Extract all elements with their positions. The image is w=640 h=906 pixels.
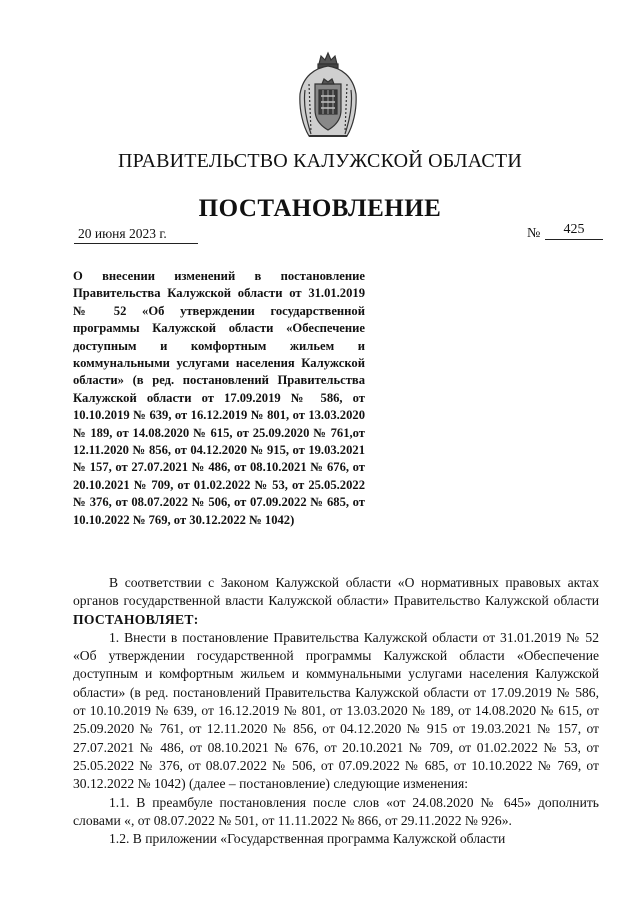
government-name: ПРАВИТЕЛЬСТВО КАЛУЖСКОЙ ОБЛАСТИ [118, 150, 522, 172]
number-label: № [527, 226, 541, 241]
item-1-1-paragraph: 1.1. В преамбуле постановления после слов «от 24.08.2020 № 645» дополнить словами «, от 08.07.2022 № 501, от 11.11.2022 № 866, от 29.11.2022 № 926». [73, 794, 599, 828]
item-1-paragraph: 1. Внести в постановление Правительства Калужской области от 31.01.2019 № 52 «Об утверждении государственной программы Калужской области «Обеспечение доступным и комфортным жильем и коммунальными услугами населения Калужской области» (в ред. постановлений Правительства Калужской области от 17.09.2019 № 586, от 10.10.2019 № 639, от 16.12.2019 № 801, от 13.03.2020 № 189, от 14.08.2020 № 615, от 25.09.2020 № 761, от 12.11.2020 № 856, от 04.12.2020 № 915 от 19.03.2021 № 157, от 27.07.2021 № 486, от 08.10.2021 № 676, от 20.10.2021 № 709, от 01.02.2022 № 53, от 25.05.2022 № 376, от 08.07.2022 № 506, от 07.09.2022 № 685, от 10.10.2022 № 769, от 30.12.2022 № 1042) (далее – постановление) следующие изменения: [73, 629, 599, 792]
document-type: ПОСТАНОВЛЕНИЕ [198, 195, 442, 222]
document-subject: О внесении изменений в постановление Правительства Калужской области от 31.01.2019 № 52 «Об утверждении государственной программы Калужской области «Обеспечение доступным и комфортным жильем и коммунальными услугами населения Калужской области» (в ред. постановлений Правительства Калужской области от 17.09.2019 № 586, от 10.10.2019 № 639, от 16.12.2019 № 801, от 13.03.2020 № 189, от 14.08.2020 № 615, от 25.09.2020 № 761,от 12.11.2020 № 856, от 04.12.2020 № 915, от 19.03.2021 № 157, от 27.07.2021 № 486, от 08.10.2021 № 676, от 20.10.2021 № 709, от 01.02.2022 № 53, от 25.05.2022 № 376, от 08.07.2022 № 506, от 07.09.2022 № 685, от 10.10.2022 № 769, от 30.12.2022 № 1042) [73, 269, 365, 527]
document-date: 20 июня 2023 г. [74, 226, 198, 244]
item-1-2-paragraph: 1.2. В приложении «Государственная программа Калужской области [109, 831, 506, 847]
preamble-text: В соответствии с Законом Калужской области «О нормативных правовых актах органов государственной власти Калужской области» Правительство Калужской области [73, 575, 599, 609]
coat-of-arms-icon [297, 50, 359, 142]
document-number: 425 [545, 222, 603, 240]
resolves-keyword: ПОСТАНОВЛЯЕТ: [73, 611, 199, 627]
document-body [73, 574, 599, 848]
preamble-paragraph [73, 574, 599, 629]
